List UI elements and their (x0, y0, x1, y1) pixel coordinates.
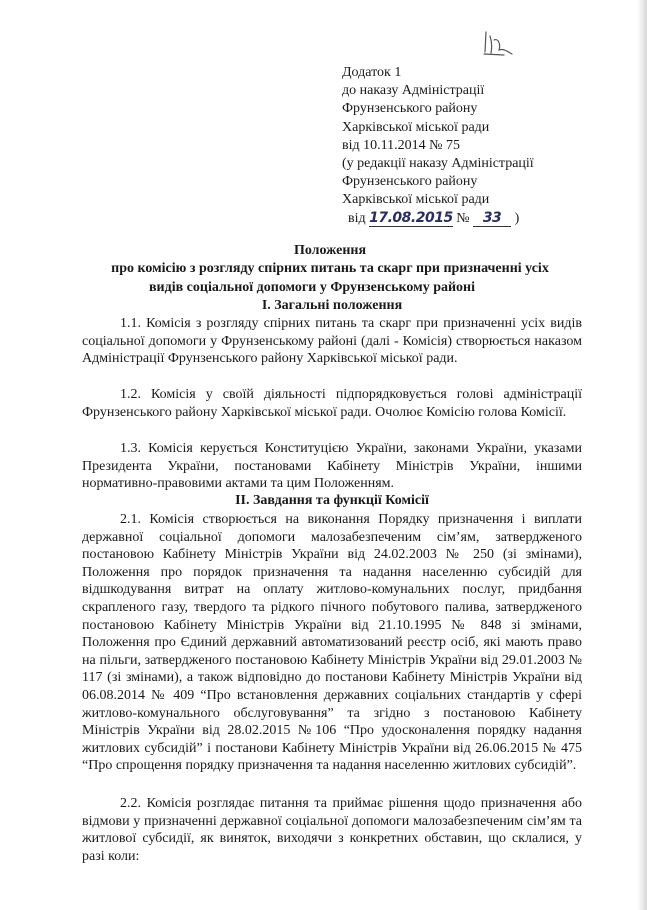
section-heading: ІІ. Завдання та функції Комісії (235, 493, 429, 508)
paragraph (82, 440, 582, 493)
addendum-block (342, 64, 632, 228)
paragraph-text: 2.2. Комісія розглядає питання та приймає рішення щодо призначення або відмови у призначенні державної соціальної допомоги малозабезпеченим сім’ям та житлової субсидії, як виняток, виходячи з конкретних обставин, що склалися, у разі коли: (82, 796, 582, 864)
addendum-line: від 10.11.2014 № 75 (342, 137, 460, 153)
paragraph (82, 795, 582, 865)
handwritten-date: 17.08.2015 (369, 209, 453, 226)
title-subtitle-line: про комісію з розгляду спірних питань та скарг при призначенні усіх (111, 261, 549, 277)
section-heading: І. Загальні положення (261, 298, 403, 313)
addendum-line: Харківської міської ради (342, 119, 490, 135)
addendum-line: Фрунзенського району (342, 174, 478, 190)
handwritten-number: 33 (473, 211, 511, 227)
title-subtitle-line: видів соціальної допомоги у Фрунзенському районі (149, 279, 475, 295)
addendum-line: Фрунзенського району (342, 101, 478, 117)
paragraph (82, 511, 582, 775)
addendum-line: до наказу Адміністрації (342, 83, 485, 99)
title-main: Положення (293, 243, 367, 258)
addendum-line: Харківської міської ради (342, 192, 490, 208)
addendum-line: (у редакції наказу Адміністрації (342, 156, 534, 172)
paragraph-text: 1.2. Комісія у своїй діяльності підпорядковується голові адміністрації Фрунзенського району Харківської міської ради. Очолює Комісію голова Комісії. (82, 387, 582, 420)
addendum-line: Додаток 1 (342, 65, 402, 80)
number-sign: № (456, 210, 470, 226)
date-prefix: від (348, 210, 366, 226)
closing-paren: ) (514, 210, 520, 226)
handwritten-mark (474, 26, 518, 60)
paragraph (82, 386, 582, 421)
paragraph-text: 1.1. Комісія з розгляду спірних питань та скарг при призначенні усіх видів соціальної допомоги у Фрунзенському районі (далі - Комісія) створюється наказом Адміністрації Фрунзенського району Харківської міської ради. (82, 316, 582, 367)
paragraph-text: 2.1. Комісія створюється на виконання Порядку призначення і виплати державної соціальної допомоги малозабезпеченим сім’ям, затвердженого постановою Кабінету Міністрів України від 24.02.2003 № 250 (зі змінами), Положення про порядок призначення та надання населенню субсидій для відшкодування витрат на оплату житлово-комунальних послуг, придбання скрапленого газу, твердого та рідкого пічного побутового палива, затвердженого постановою Кабінету Міністрів України від 21.10.1995 № 848 зі змінами, Положення про Єдиний державний автоматизований реєстр осіб, які мають право на пільги, затвердженого постановою Кабінету Міністрів України від 29.01.2003 № 117 (зі змінами), а також відповідно до постанови Кабінету Міністрів України від 06.08.2014 № 409 “Про встановлення державних соціальних стандартів у сфері житлово-комунального обслуговування” та згідно з постановою Кабінету Міністрів України від 28.02.2015 №106 “Про удосконалення порядку надання житлових субсидій” і постанови Кабінету Міністрів України від 26.06.2015 № 475 “Про спрощення порядку призначення та надання населенню житлових субсидій”. (82, 512, 582, 774)
paragraph (82, 315, 582, 368)
addendum-date-line (342, 210, 632, 228)
paragraph-text: 1.3. Комісія керується Конституцією України, законами України, указами Президента України, постановами Кабінету Міністрів України, іншими нормативно-правовими актами та цим Положенням. (82, 441, 582, 492)
document-title (70, 242, 590, 297)
scan-edge-shadow (637, 0, 647, 910)
